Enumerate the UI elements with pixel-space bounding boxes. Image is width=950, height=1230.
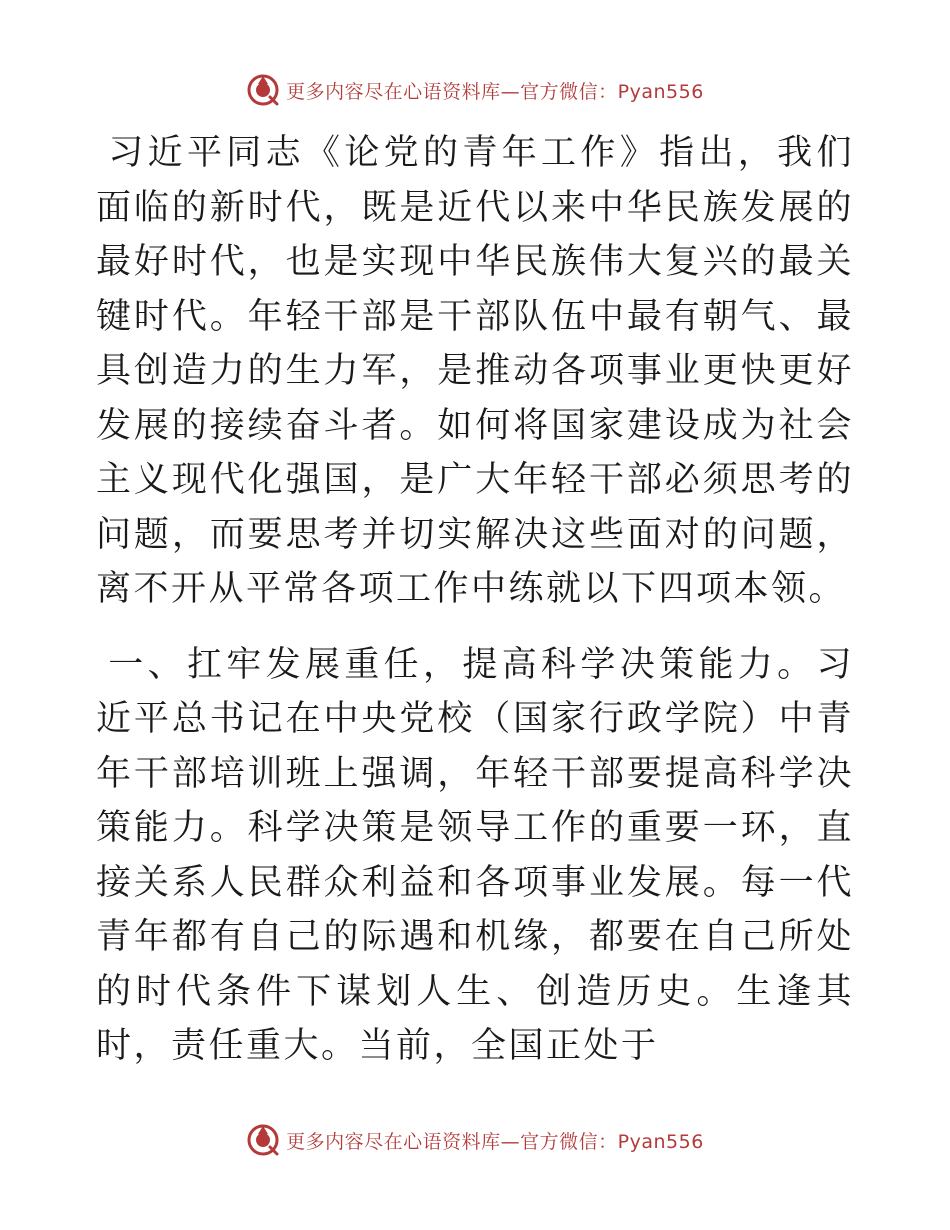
header-watermark-banner (0, 70, 950, 110)
seal-logo-icon (246, 73, 280, 107)
seal-logo-icon (246, 1123, 280, 1157)
footer-watermark-banner (0, 1120, 950, 1160)
footer-banner-text: 更多内容尽在心语资料库—官方微信：Pyan556 (286, 1130, 704, 1153)
header-banner-text: 更多内容尽在心语资料库—官方微信：Pyan556 (286, 80, 704, 103)
document-body (96, 126, 854, 1074)
body-paragraph-section-1: 一、扛牢发展重任，提高科学决策能力。习近平总书记在中央党校（国家行政学院）中青年干部培训班上强调，年轻干部要提高科学决策能力。科学决策是领导工作的重要一环，直接关系人民群众利益和各项事业发展。每一代青年都有自己的际遇和机缘，都要在自己所处的时代条件下谋划人生、创造历史。生逢其时，责任重大。当前，全国正处于 (96, 644, 854, 1066)
body-paragraph-intro: 习近平同志《论党的青年工作》指出，我们面临的新时代，既是近代以来中华民族发展的最好时代，也是实现中华民族伟大复兴的最关键时代。年轻干部是干部队伍中最有朝气、最具创造力的生力军，是推动各项事业更快更好发展的接续奋斗者。如何将国家建设成为社会主义现代化强国，是广大年轻干部必须思考的问题，而要思考并切实解决这些面对的问题，离不开从平常各项工作中练就以下四项本领。 (96, 133, 854, 609)
